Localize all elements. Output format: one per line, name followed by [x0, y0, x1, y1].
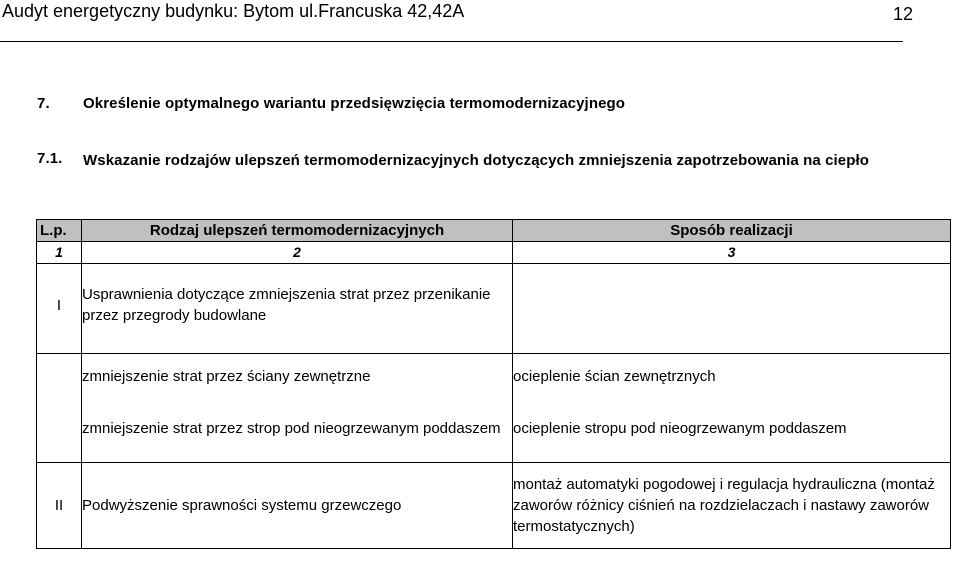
column-number-3: 3: [513, 242, 951, 264]
row-rodzaj: zmniejszenie strat przez ściany zewnętrzne: [82, 353, 513, 400]
table-row: [37, 353, 951, 400]
document-header-title: Audyt energetyczny budynku: Bytom ul.Francuska 42,42A: [2, 1, 465, 21]
row-rodzaj: Usprawnienia dotyczące zmniejszenia strat przez przenikanie przez przegrody budowlane: [82, 264, 513, 347]
header-divider: [0, 41, 903, 42]
header-lp: L.p.: [37, 220, 82, 242]
section-number: 7.: [37, 95, 50, 112]
row-rodzaj: zmniejszenie strat przez strop pod nieogrzewanym poddaszem: [82, 400, 513, 456]
table-header-row: [37, 220, 951, 242]
improvements-table: [36, 219, 951, 549]
row-sposob: montaż automatyki pogodowej i regulacja hydrauliczna (montaż zaworów różnicy ciśnień na rozdzielaczach i nastawy zaworów termostatycznych): [513, 463, 951, 549]
section-title: Określenie optymalnego wariantu przedsięwzięcia termomodernizacyjnego: [83, 95, 626, 112]
column-number-2: 2: [82, 242, 513, 264]
row-lp: [37, 353, 82, 400]
row-sposob: ocieplenie stropu pod nieogrzewanym poddaszem: [513, 400, 951, 456]
table-row: [37, 400, 951, 456]
row-sposob: ocieplenie ścian zewnętrznych: [513, 353, 951, 400]
row-rodzaj: Podwyższenie sprawności systemu grzewczego: [82, 463, 513, 549]
page-number: 12: [893, 4, 914, 24]
column-number-1: 1: [37, 242, 82, 264]
column-number-row: [37, 242, 951, 264]
table-row: [37, 463, 951, 549]
header-rodzaj: Rodzaj ulepszeń termomodernizacyjnych: [82, 220, 513, 242]
subsection-number: 7.1.: [37, 150, 63, 167]
row-lp: [37, 400, 82, 456]
row-lp: I: [37, 264, 82, 347]
subsection-title: Wskazanie rodzajów ulepszeń termomodernizacyjnych dotyczących zmniejszenia zapotrzebowania na ciepło: [83, 152, 870, 169]
table-row: [37, 264, 951, 347]
header-sposob: Sposób realizacji: [513, 220, 951, 242]
row-lp: II: [37, 463, 82, 549]
row-sposob: [513, 264, 951, 347]
